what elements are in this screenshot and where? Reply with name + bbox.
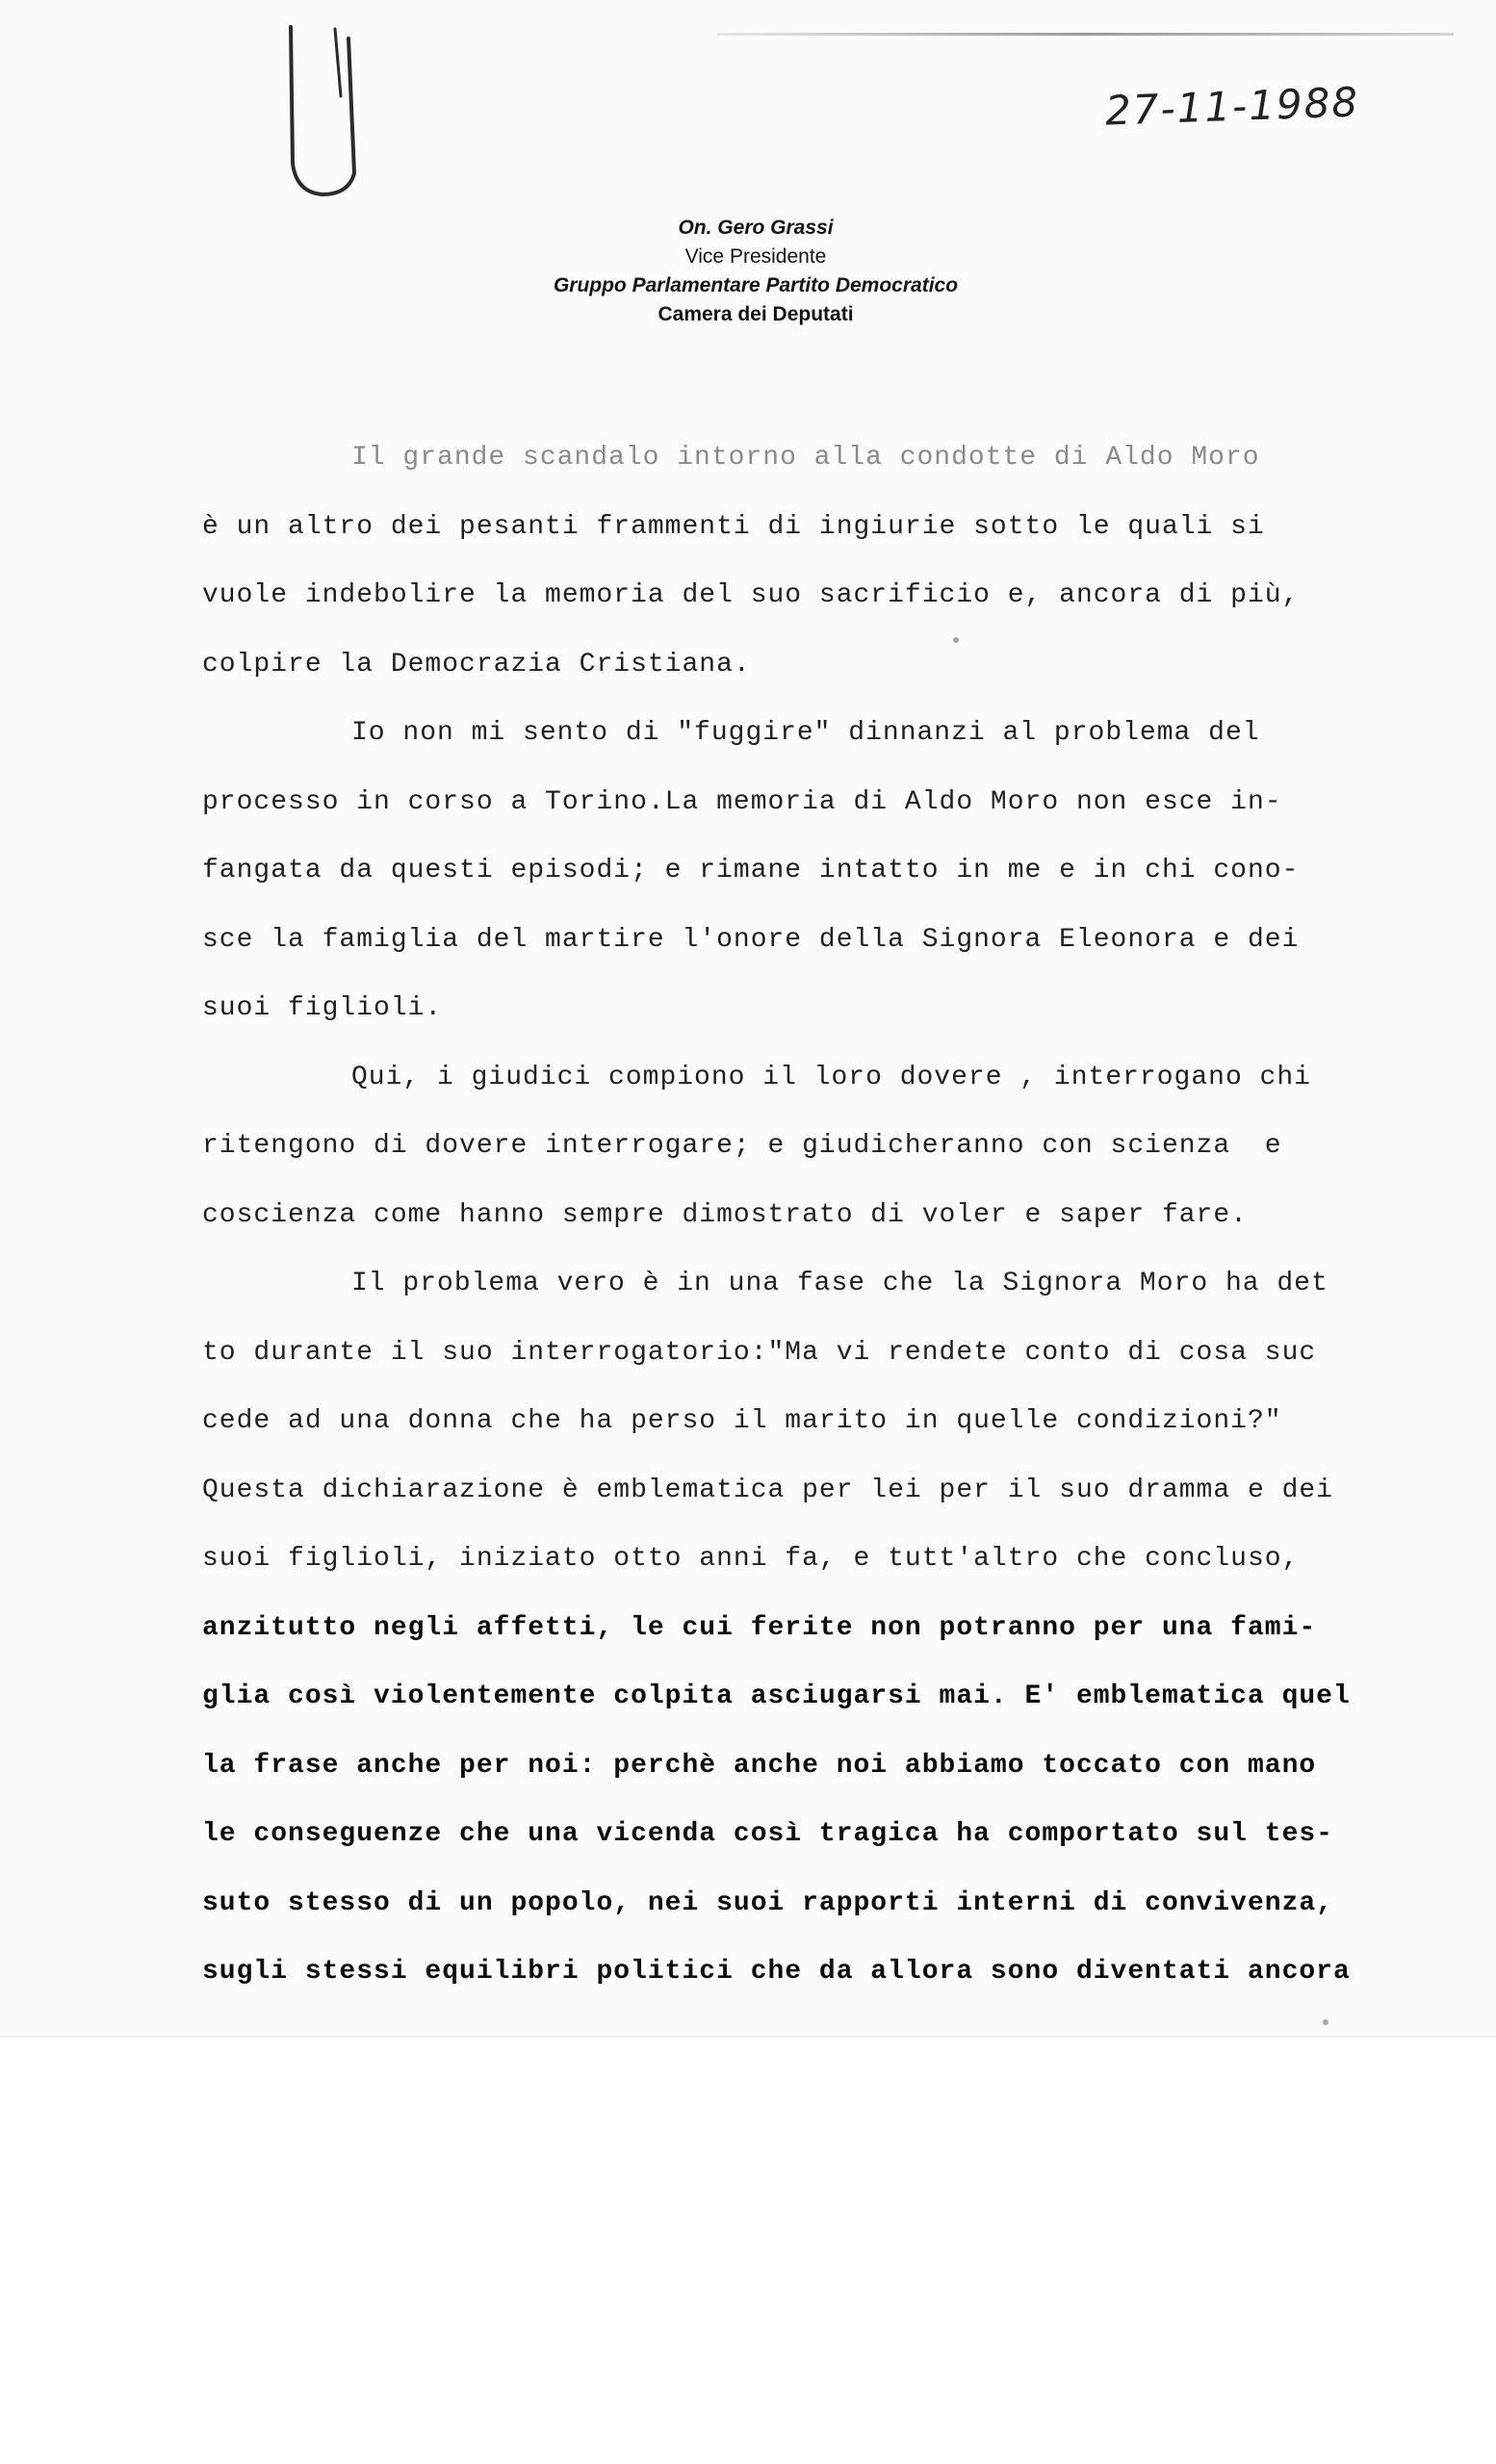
- paragraph: [202, 1249, 1415, 2007]
- text-line: fangata da questi episodi; e rimane intatto in me e in chi cono-: [202, 856, 1300, 886]
- text-line: vuole indebolire la memoria del suo sacrificio e, ancora di più,: [202, 580, 1300, 610]
- letterhead-role: Vice Presidente: [684, 245, 827, 268]
- text-line: è un altro dei pesanti frammenti di ingiurie sotto le quali si: [202, 511, 1265, 542]
- text-line: processo in corso a Torino.La memoria di Aldo Moro non esce in-: [202, 786, 1282, 817]
- text-line: to durante il suo interrogatorio:"Ma vi rendete conto di cosa suc: [202, 1337, 1317, 1368]
- paperclip-mark-icon: [279, 19, 395, 202]
- letterhead-group: Gruppo Parlamentare Partito Democratico: [553, 274, 959, 296]
- scan-top-rule: [717, 33, 1454, 36]
- text-line: suto stesso di un popolo, nei suoi rapporti interni di convivenza,: [202, 1887, 1333, 1918]
- text-line: glia così violentemente colpita asciugarsi mai. E' emblematica quel: [202, 1681, 1351, 1711]
- text-line: suoi figlioli.: [202, 993, 443, 1023]
- letterhead-name: On. Gero Grassi: [678, 217, 834, 239]
- ink-speck: [953, 637, 959, 643]
- text-line: Io non mi sento di "fuggire" dinnanzi al problema del: [351, 718, 1260, 748]
- paragraph: [202, 699, 1415, 1043]
- text-line: cede ad una donna che ha perso il marito in quelle condizioni?": [202, 1406, 1282, 1436]
- text-line: le conseguenze che una vicenda così tragica ha comportato sul tes-: [202, 1819, 1333, 1849]
- ink-speck: [1323, 2019, 1328, 2025]
- paragraph: [202, 424, 1415, 699]
- paragraph: [202, 1043, 1415, 1250]
- letterhead: [525, 214, 987, 329]
- text-line: coscienza come hanno sempre dimostrato di voler e saper fare.: [202, 1199, 1248, 1230]
- text-line: colpire la Democrazia Cristiana.: [202, 649, 751, 680]
- text-line: suoi figlioli, iniziato otto anni fa, e tutt'altro che concluso,: [202, 1544, 1300, 1574]
- typed-text-body: [202, 424, 1415, 2007]
- text-line: Questa dichiarazione è emblematica per lei per il suo dramma e dei: [202, 1475, 1333, 1505]
- text-line: anzitutto negli affetti, le cui ferite non potranno per una fami-: [202, 1612, 1317, 1643]
- text-line: sce la famiglia del martire l'onore della Signora Eleonora e dei: [202, 924, 1300, 955]
- text-line: sugli stessi equilibri politici che da allora sono diventati ancora: [202, 1957, 1351, 1987]
- text-line: la frase anche per noi: perchè anche noi abbiamo toccato con mano: [202, 1750, 1317, 1781]
- handwritten-date: 27-11-1988: [1104, 78, 1360, 135]
- text-line: ritengono di dovere interrogare; e giudicheranno con scienza e: [202, 1131, 1282, 1161]
- text-line: Il problema vero è in una fase che la Signora Moro ha det: [351, 1269, 1328, 1298]
- text-line: Qui, i giudici compiono il loro dovere , interrogano chi: [351, 1062, 1311, 1092]
- text-line: Il grande scandalo intorno alla condotte di Aldo Moro: [351, 443, 1260, 473]
- letterhead-chamber: Camera dei Deputati: [658, 303, 854, 325]
